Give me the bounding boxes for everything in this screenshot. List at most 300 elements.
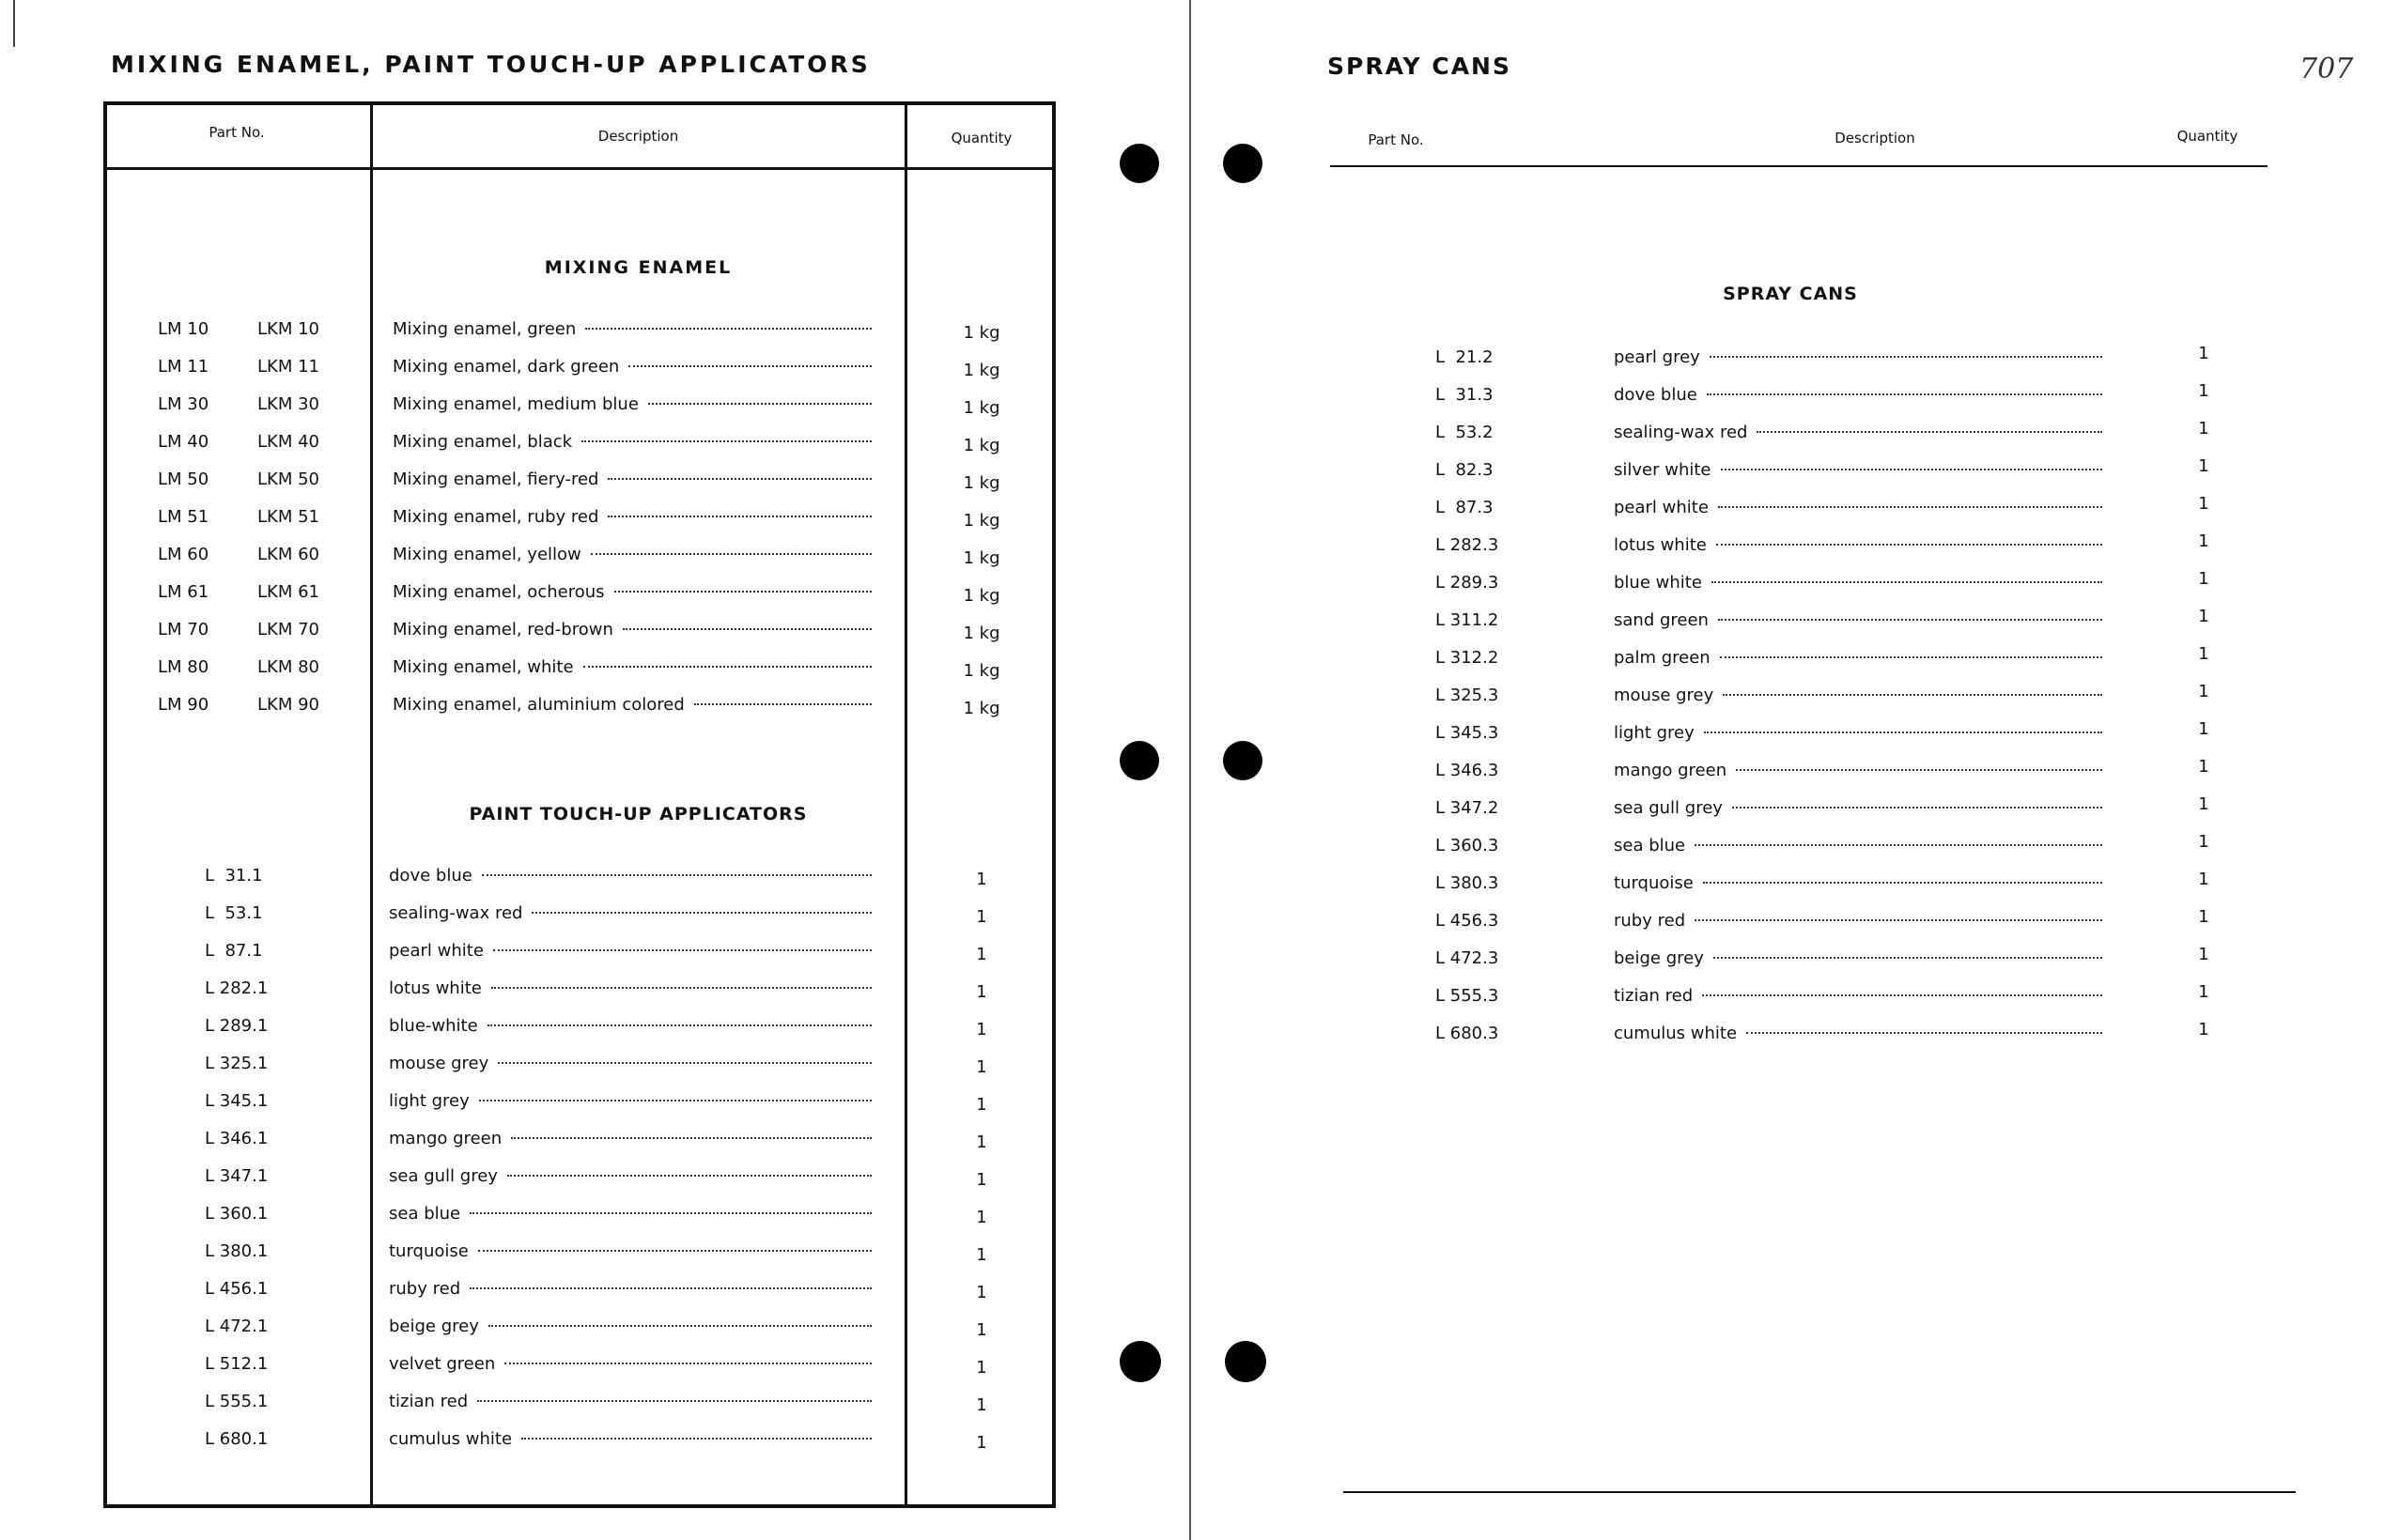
dot-leader <box>1720 656 2102 658</box>
left-header-part-no: Part No. <box>209 124 265 141</box>
description <box>389 903 872 923</box>
dot-leader <box>479 1100 872 1101</box>
description-text: dove blue <box>1614 385 1697 405</box>
quantity: 1 <box>976 1170 987 1190</box>
dot-leader <box>648 403 872 405</box>
description <box>1614 498 2102 517</box>
dot-leader <box>1718 619 2102 621</box>
dot-leader <box>470 1287 872 1289</box>
left-header-quantity: Quantity <box>951 130 1013 146</box>
description-text: lotus white <box>1614 535 1707 555</box>
quantity: 1 <box>2198 644 2209 664</box>
mixing-enamel-section-title: MIXING ENAMEL <box>544 257 733 278</box>
table-row <box>1330 757 2269 798</box>
part-number: L 325.1 <box>205 1054 269 1073</box>
part-number: L 31.3 <box>1435 385 1494 405</box>
description-text: sealing-wax red <box>1614 423 1748 442</box>
quantity: 1 <box>976 1433 987 1453</box>
dot-leader <box>1702 994 2102 996</box>
part-number: L 456.1 <box>205 1279 269 1299</box>
binder-hole <box>1223 144 1262 183</box>
quantity: 1 <box>2198 531 2209 551</box>
description-text: beige grey <box>389 1317 479 1336</box>
description <box>1614 911 2102 931</box>
quantity: 1 <box>976 1208 987 1227</box>
description <box>393 620 872 639</box>
part-number: L 289.3 <box>1435 573 1499 593</box>
description <box>1614 836 2102 855</box>
dot-leader <box>521 1438 872 1440</box>
description-text: sea gull grey <box>1614 798 1723 818</box>
table-row <box>103 620 1056 657</box>
table-row <box>103 978 1056 1016</box>
dot-leader <box>504 1363 872 1364</box>
table-row <box>1330 1020 2269 1061</box>
description-text: lotus white <box>389 978 482 998</box>
dot-leader <box>477 1400 872 1402</box>
quantity: 1 <box>2198 907 2209 927</box>
table-row <box>103 1091 1056 1129</box>
dot-leader <box>1716 544 2102 546</box>
table-row <box>103 903 1056 941</box>
left-page-title: MIXING ENAMEL, PAINT TOUCH-UP APPLICATORS <box>111 51 871 78</box>
part-number: L 289.1 <box>205 1016 269 1036</box>
part-number: LM 90 <box>158 695 209 715</box>
part-number: L 360.1 <box>205 1204 269 1224</box>
description-text: Mixing enamel, dark green <box>393 357 620 377</box>
table-row <box>103 1354 1056 1392</box>
quantity: 1 kg <box>963 473 1000 493</box>
table-row <box>1330 794 2269 836</box>
table-row <box>1330 682 2269 723</box>
description <box>389 1016 872 1036</box>
description-text: sealing-wax red <box>389 903 523 923</box>
description-text: light grey <box>389 1091 470 1111</box>
table-row <box>103 394 1056 432</box>
table-row <box>1330 945 2269 986</box>
table-row <box>1330 870 2269 911</box>
description-text: turquoise <box>1614 873 1694 893</box>
quantity: 1 <box>976 1245 987 1265</box>
description-text: silver white <box>1614 460 1711 480</box>
description <box>1614 986 2102 1006</box>
part-number-alt: LKM 61 <box>257 582 319 602</box>
description-text: sea blue <box>389 1204 461 1224</box>
description <box>393 657 872 677</box>
quantity: 1 <box>976 1358 987 1378</box>
table-row <box>103 1129 1056 1166</box>
table-row <box>103 1279 1056 1317</box>
description <box>389 1317 872 1336</box>
left-parts-table <box>103 101 1056 1508</box>
part-number: L 472.3 <box>1435 948 1499 968</box>
quantity: 1 <box>976 1395 987 1415</box>
table-row <box>103 319 1056 357</box>
page-fold-line <box>1189 0 1191 1540</box>
table-row <box>1330 531 2269 573</box>
dot-leader <box>491 987 872 989</box>
part-number: LM 50 <box>158 470 209 489</box>
dot-leader <box>1746 1032 2102 1034</box>
table-row <box>103 1054 1056 1091</box>
description <box>389 1279 872 1299</box>
quantity: 1 <box>976 1095 987 1115</box>
right-header-quantity: Quantity <box>2176 128 2238 145</box>
dot-leader <box>1707 393 2102 395</box>
part-number: L 53.2 <box>1435 423 1494 442</box>
handwritten-page-number: 707 <box>2299 53 2354 85</box>
description-text: Mixing enamel, fiery-red <box>393 470 599 489</box>
description-text: light grey <box>1614 723 1695 743</box>
description <box>393 582 872 602</box>
quantity: 1 <box>976 870 987 889</box>
description <box>389 1129 872 1148</box>
dot-leader <box>1732 807 2102 808</box>
dot-leader <box>623 628 872 630</box>
description <box>1614 873 2102 893</box>
binder-hole <box>1223 741 1262 780</box>
binder-hole <box>1120 144 1159 183</box>
dot-leader <box>1703 882 2102 884</box>
table-row <box>1330 982 2269 1024</box>
part-number: L 87.1 <box>205 941 263 961</box>
description-text: pearl grey <box>1614 347 1700 367</box>
part-number: L 282.1 <box>205 978 269 998</box>
description <box>1614 573 2102 593</box>
table-row <box>1330 719 2269 761</box>
quantity: 1 <box>2198 494 2209 514</box>
description-text: Mixing enamel, black <box>393 432 573 452</box>
quantity: 1 <box>2198 344 2209 363</box>
description <box>393 545 872 564</box>
quantity: 1 <box>976 945 987 964</box>
part-number: L 87.3 <box>1435 498 1494 517</box>
part-number: L 555.1 <box>205 1392 269 1411</box>
part-number: L 380.1 <box>205 1241 269 1261</box>
description <box>1614 648 2102 668</box>
part-number: L 680.3 <box>1435 1024 1499 1043</box>
quantity: 1 <box>2198 607 2209 626</box>
dot-leader <box>583 666 872 668</box>
description <box>1614 798 2102 818</box>
spray-cans-rows <box>1330 344 2269 1080</box>
part-number: L 360.3 <box>1435 836 1499 855</box>
left-header-description: Description <box>597 128 679 145</box>
part-number: LM 11 <box>158 357 209 377</box>
table-row <box>103 941 1056 978</box>
description <box>389 1166 872 1186</box>
table-row <box>1330 569 2269 610</box>
part-number: LM 30 <box>158 394 209 414</box>
part-number-alt: LKM 80 <box>257 657 319 677</box>
quantity: 1 <box>976 1057 987 1077</box>
table-row <box>103 1392 1056 1429</box>
part-number: L 53.1 <box>205 903 263 923</box>
table-row <box>103 1241 1056 1279</box>
part-number: LM 40 <box>158 432 209 452</box>
dot-leader <box>581 440 872 442</box>
right-header-description: Description <box>1834 130 1915 146</box>
description-text: tizian red <box>1614 986 1694 1006</box>
description <box>1614 535 2102 555</box>
part-number-alt: LKM 30 <box>257 394 319 414</box>
description-text: Mixing enamel, red-brown <box>393 620 613 639</box>
table-row <box>103 695 1056 732</box>
right-bottom-rule <box>1343 1491 2296 1493</box>
mixing-enamel-rows <box>103 319 1056 732</box>
touchup-rows <box>103 866 1056 1486</box>
table-row <box>103 1166 1056 1204</box>
description-text: Mixing enamel, ocherous <box>393 582 605 602</box>
description <box>393 507 872 527</box>
description-text: Mixing enamel, white <box>393 657 574 677</box>
spray-cans-section-title: SPRAY CANS <box>1723 284 1858 304</box>
description <box>1614 723 2102 743</box>
description-text: cumulus white <box>1614 1024 1738 1043</box>
description-text: cumulus white <box>389 1429 513 1449</box>
dot-leader <box>1721 469 2103 470</box>
part-number: L 347.2 <box>1435 798 1499 818</box>
quantity: 1 <box>2198 982 2209 1002</box>
binder-hole <box>1225 1341 1266 1382</box>
part-number: L 31.1 <box>205 866 263 886</box>
dot-leader <box>1757 431 2102 433</box>
description <box>389 1054 872 1073</box>
quantity: 1 <box>2198 456 2209 476</box>
dot-leader <box>507 1175 872 1177</box>
description-text: pearl white <box>1614 498 1709 517</box>
description-text: mouse grey <box>1614 685 1714 705</box>
description <box>1614 685 2102 705</box>
description <box>389 941 872 961</box>
quantity: 1 <box>976 1320 987 1340</box>
quantity: 1 kg <box>963 511 1000 531</box>
part-number: L 21.2 <box>1435 347 1494 367</box>
part-number-alt: LKM 11 <box>257 357 319 377</box>
description <box>393 319 872 339</box>
table-row <box>1330 456 2269 498</box>
dot-leader <box>1723 694 2102 696</box>
part-number: L 346.1 <box>205 1129 269 1148</box>
part-number-alt: LKM 51 <box>257 507 319 527</box>
part-number: L 555.3 <box>1435 986 1499 1006</box>
dot-leader <box>608 516 872 517</box>
dot-leader <box>1695 919 2102 921</box>
part-number-alt: LKM 70 <box>257 620 319 639</box>
quantity: 1 kg <box>963 699 1000 718</box>
description <box>389 1392 872 1411</box>
quantity: 1 kg <box>963 361 1000 380</box>
description-text: Mixing enamel, medium blue <box>393 394 639 414</box>
quantity: 1 kg <box>963 548 1000 568</box>
part-number: L 82.3 <box>1435 460 1494 480</box>
left-header-rule <box>103 167 1056 170</box>
description-text: dove blue <box>389 866 472 886</box>
quantity: 1 <box>976 982 987 1002</box>
quantity: 1 <box>2198 870 2209 889</box>
description-text: Mixing enamel, ruby red <box>393 507 599 527</box>
binder-hole <box>1120 741 1159 780</box>
part-number: L 380.3 <box>1435 873 1499 893</box>
scan-edge-mark <box>13 0 15 47</box>
description-text: ruby red <box>1614 911 1686 931</box>
quantity: 1 <box>2198 794 2209 814</box>
description <box>1614 1024 2102 1043</box>
quantity: 1 kg <box>963 661 1000 681</box>
description-text: velvet green <box>389 1354 496 1374</box>
part-number: L 325.3 <box>1435 685 1499 705</box>
part-number: L 456.3 <box>1435 911 1499 931</box>
right-page-title: SPRAY CANS <box>1327 53 1511 80</box>
table-row <box>103 1204 1056 1241</box>
part-number-alt: LKM 10 <box>257 319 319 339</box>
table-row <box>103 1016 1056 1054</box>
part-number-alt: LKM 60 <box>257 545 319 564</box>
dot-leader <box>511 1137 872 1139</box>
part-number: L 680.1 <box>205 1429 269 1449</box>
table-row <box>103 432 1056 470</box>
part-number: L 346.3 <box>1435 761 1499 780</box>
description-text: sand green <box>1614 610 1709 630</box>
quantity: 1 <box>2198 757 2209 777</box>
quantity: 1 <box>2198 682 2209 701</box>
description <box>389 1204 872 1224</box>
description <box>393 394 872 414</box>
description <box>389 1429 872 1449</box>
quantity: 1 kg <box>963 624 1000 643</box>
quantity: 1 <box>976 1020 987 1040</box>
description-text: Mixing enamel, yellow <box>393 545 581 564</box>
description <box>393 695 872 715</box>
dot-leader <box>608 478 872 480</box>
table-row <box>103 1429 1056 1467</box>
dot-leader <box>498 1062 872 1064</box>
dot-leader <box>482 874 872 876</box>
touchup-section-title: PAINT TOUCH-UP APPLICATORS <box>469 804 808 824</box>
dot-leader <box>1695 844 2102 846</box>
quantity: 1 kg <box>963 323 1000 343</box>
table-row <box>103 866 1056 903</box>
description-text: sea gull grey <box>389 1166 498 1186</box>
description-text: palm green <box>1614 648 1711 668</box>
part-number: L 472.1 <box>205 1317 269 1336</box>
table-row <box>1330 494 2269 535</box>
part-number: LM 61 <box>158 582 209 602</box>
table-row <box>1330 907 2269 948</box>
table-row <box>103 545 1056 582</box>
table-row <box>1330 344 2269 385</box>
description-text: mango green <box>389 1129 503 1148</box>
quantity: 1 kg <box>963 398 1000 418</box>
part-number: LM 51 <box>158 507 209 527</box>
description-text: Mixing enamel, green <box>393 319 577 339</box>
description-text: beige grey <box>1614 948 1704 968</box>
description <box>393 357 872 377</box>
dot-leader <box>591 553 872 555</box>
part-number-alt: LKM 40 <box>257 432 319 452</box>
quantity: 1 <box>2198 419 2209 439</box>
dot-leader <box>1710 356 2102 358</box>
part-number-alt: LKM 90 <box>257 695 319 715</box>
dot-leader <box>532 912 872 914</box>
part-number: LM 80 <box>158 657 209 677</box>
table-row <box>1330 607 2269 648</box>
description <box>389 866 872 886</box>
description-text: ruby red <box>389 1279 461 1299</box>
description <box>1614 347 2102 367</box>
part-number: L 512.1 <box>205 1354 269 1374</box>
description-text: blue-white <box>389 1016 478 1036</box>
right-header-rule <box>1330 165 2268 167</box>
description <box>389 1241 872 1261</box>
dot-leader <box>1704 732 2102 733</box>
quantity: 1 <box>2198 719 2209 739</box>
dot-leader <box>493 949 872 951</box>
dot-leader <box>488 1024 872 1026</box>
dot-leader <box>1736 769 2102 771</box>
description-text: Mixing enamel, aluminium colored <box>393 695 685 715</box>
dot-leader <box>694 703 872 705</box>
dot-leader <box>470 1212 872 1214</box>
table-row <box>103 507 1056 545</box>
description-text: pearl white <box>389 941 484 961</box>
dot-leader <box>1718 506 2102 508</box>
quantity: 1 <box>2198 1020 2209 1040</box>
dot-leader <box>585 328 872 330</box>
part-number: L 345.1 <box>205 1091 269 1111</box>
part-number: L 345.3 <box>1435 723 1499 743</box>
part-number: L 311.2 <box>1435 610 1499 630</box>
description <box>1614 610 2102 630</box>
right-parts-table <box>1330 111 2269 1519</box>
description-text: tizian red <box>389 1392 469 1411</box>
description-text: mango green <box>1614 761 1727 780</box>
description <box>1614 948 2102 968</box>
dot-leader <box>1711 581 2102 583</box>
description <box>389 1354 872 1374</box>
table-row <box>103 657 1056 695</box>
description <box>393 470 872 489</box>
right-header-part-no: Part No. <box>1368 131 1424 148</box>
part-number-alt: LKM 50 <box>257 470 319 489</box>
quantity: 1 kg <box>963 436 1000 455</box>
part-number: L 347.1 <box>205 1166 269 1186</box>
description <box>1614 423 2102 442</box>
quantity: 1 kg <box>963 586 1000 606</box>
table-row <box>1330 419 2269 460</box>
quantity: 1 <box>2198 832 2209 852</box>
part-number: LM 10 <box>158 319 209 339</box>
description-text: mouse grey <box>389 1054 489 1073</box>
table-row <box>103 582 1056 620</box>
description-text: blue white <box>1614 573 1702 593</box>
part-number: LM 70 <box>158 620 209 639</box>
quantity: 1 <box>2198 569 2209 589</box>
description <box>1614 385 2102 405</box>
description-text: turquoise <box>389 1241 469 1261</box>
quantity: 1 <box>2198 945 2209 964</box>
quantity: 1 <box>976 1132 987 1152</box>
part-number: L 282.3 <box>1435 535 1499 555</box>
quantity: 1 <box>976 907 987 927</box>
table-row <box>1330 832 2269 873</box>
table-row <box>103 470 1056 507</box>
table-row <box>1330 381 2269 423</box>
description <box>389 978 872 998</box>
dot-leader <box>1713 957 2102 959</box>
dot-leader <box>614 591 872 593</box>
table-row <box>1330 644 2269 685</box>
